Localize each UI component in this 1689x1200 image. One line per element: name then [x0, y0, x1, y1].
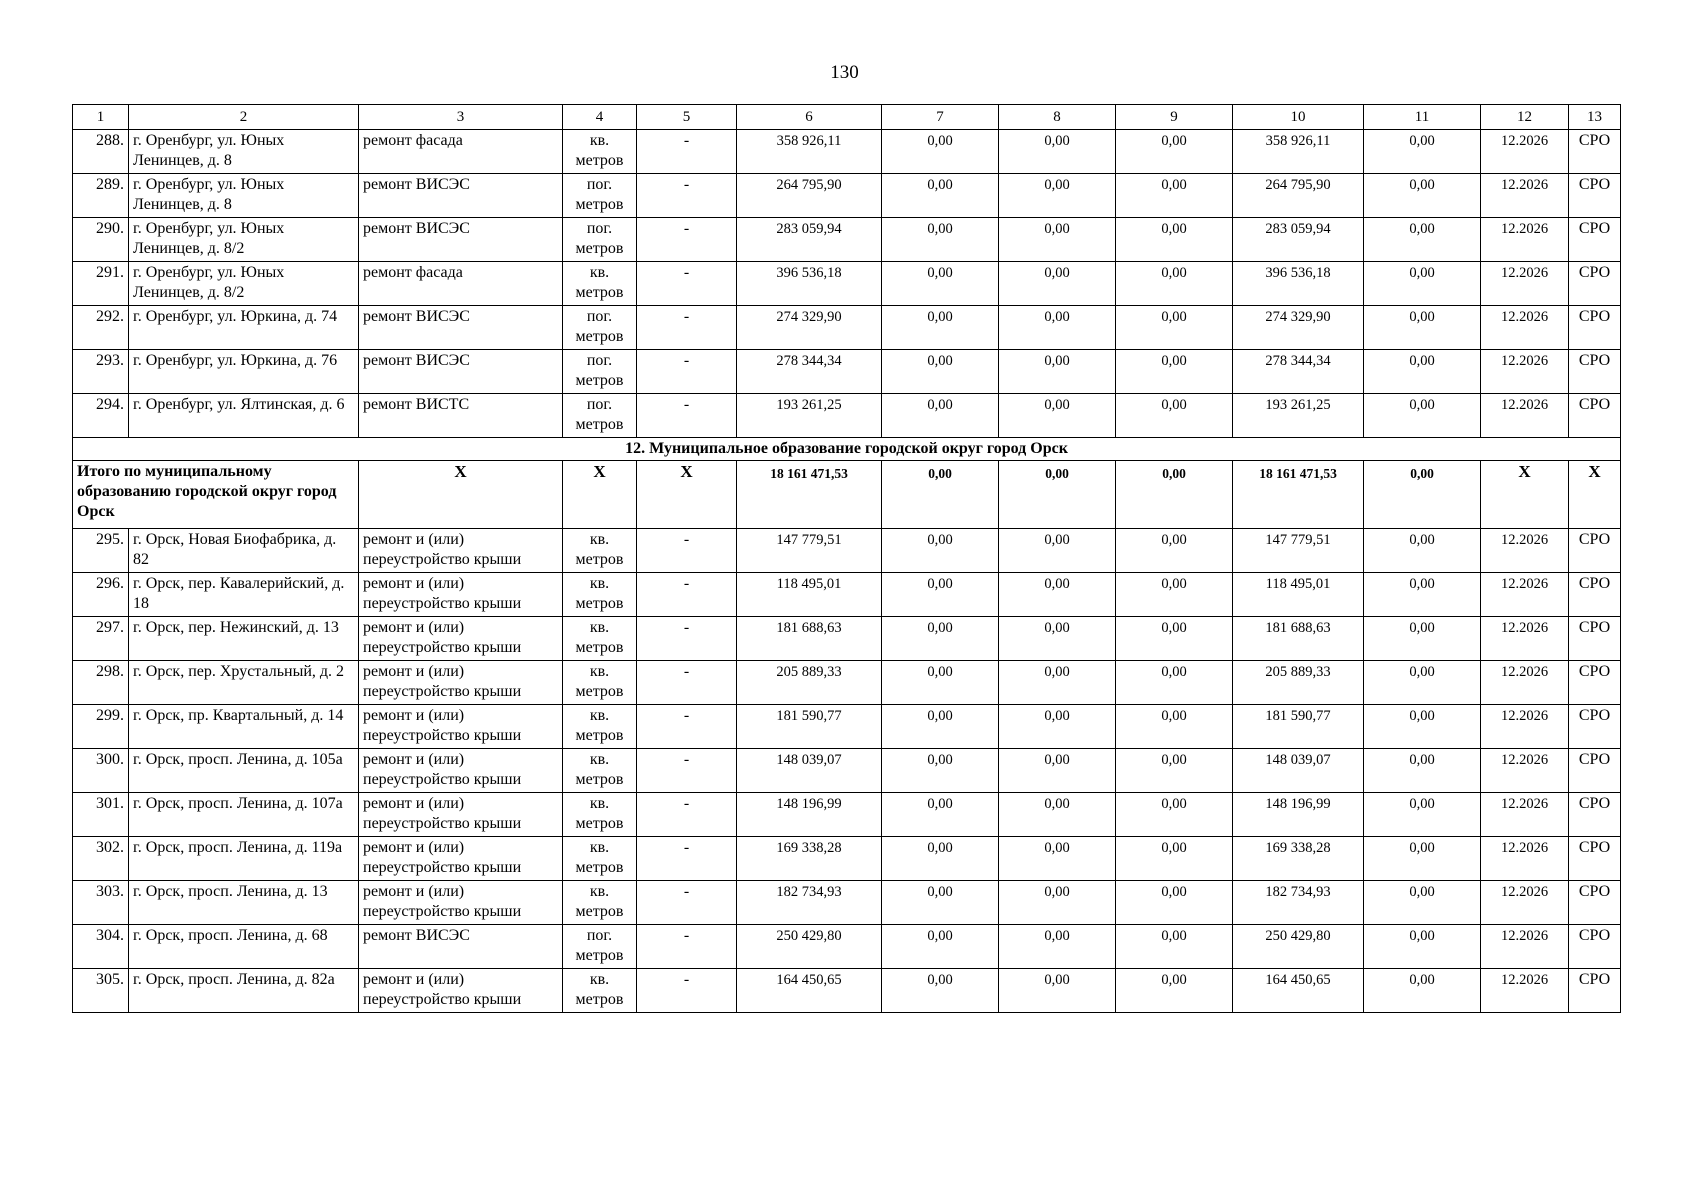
address-cell: г. Орск, пер. Хрустальный, д. 2	[129, 661, 359, 705]
column-header: 3	[359, 105, 563, 130]
column-header: 11	[1364, 105, 1481, 130]
volume-cell: -	[637, 969, 737, 1013]
total-cost-cell: 181 590,77	[737, 705, 882, 749]
other-funds-cell: 0,00	[1364, 749, 1481, 793]
total-cost-cell: 182 734,93	[737, 881, 882, 925]
row-number: 297.	[73, 617, 129, 661]
local-funds-cell: 0,00	[1116, 573, 1233, 617]
total-cost-cell: 278 344,34	[737, 350, 882, 394]
address-cell: г. Оренбург, ул. Ялтинская, д. 6	[129, 394, 359, 438]
row-number: 294.	[73, 394, 129, 438]
other-funds-cell: 0,00	[1364, 306, 1481, 350]
column-number-row	[73, 105, 1621, 130]
row-number: 300.	[73, 749, 129, 793]
total-cost-cell: 283 059,94	[737, 218, 882, 262]
total-cost-cell: 396 536,18	[737, 262, 882, 306]
work-type-cell: ремонт и (или) переустройство крыши	[359, 705, 563, 749]
method-cell: СРО	[1569, 306, 1621, 350]
owner-funds-cell: 148 196,99	[1233, 793, 1364, 837]
regional-funds-cell: 0,00	[999, 573, 1116, 617]
unit-cell: пог. метров	[563, 306, 637, 350]
work-type-cell: ремонт ВИСЭС	[359, 306, 563, 350]
row-number: 303.	[73, 881, 129, 925]
federal-funds-cell: 0,00	[882, 661, 999, 705]
work-type-cell: ремонт и (или) переустройство крыши	[359, 881, 563, 925]
total-cost-cell: 358 926,11	[737, 130, 882, 174]
deadline-cell: 12.2026	[1481, 969, 1569, 1013]
deadline-cell: 12.2026	[1481, 749, 1569, 793]
table-row	[73, 969, 1621, 1013]
regional-funds-cell: 0,00	[999, 705, 1116, 749]
work-type-cell: ремонт ВИСЭС	[359, 174, 563, 218]
method-cell: СРО	[1569, 705, 1621, 749]
other-funds-cell: 0,00	[1364, 661, 1481, 705]
volume-cell: -	[637, 174, 737, 218]
federal-funds-cell: 0,00	[882, 617, 999, 661]
regional-funds-cell: 0,00	[999, 925, 1116, 969]
deadline-cell: 12.2026	[1481, 218, 1569, 262]
table-row	[73, 617, 1621, 661]
work-type-cell: ремонт и (или) переустройство крыши	[359, 617, 563, 661]
local-funds-cell: 0,00	[1116, 130, 1233, 174]
table-row	[73, 881, 1621, 925]
deadline-cell: 12.2026	[1481, 793, 1569, 837]
owner-funds-cell: 283 059,94	[1233, 218, 1364, 262]
local-funds-cell: 0,00	[1116, 617, 1233, 661]
method-cell: СРО	[1569, 969, 1621, 1013]
deadline-cell: 12.2026	[1481, 262, 1569, 306]
column-header: 7	[882, 105, 999, 130]
volume-cell: -	[637, 130, 737, 174]
volume-cell: -	[637, 705, 737, 749]
owner-funds-cell: 205 889,33	[1233, 661, 1364, 705]
deadline-cell: 12.2026	[1481, 837, 1569, 881]
method-cell: СРО	[1569, 350, 1621, 394]
deadline-cell: 12.2026	[1481, 925, 1569, 969]
other-funds-cell: 0,00	[1364, 793, 1481, 837]
total-cost-cell: 264 795,90	[737, 174, 882, 218]
row-number: 288.	[73, 130, 129, 174]
address-cell: г. Оренбург, ул. Юркина, д. 76	[129, 350, 359, 394]
total-cost-cell: 118 495,01	[737, 573, 882, 617]
other-funds-cell: 0,00	[1364, 174, 1481, 218]
table-row	[73, 749, 1621, 793]
method-cell: СРО	[1569, 793, 1621, 837]
row-number: 305.	[73, 969, 129, 1013]
total-other-cell: 0,00	[1364, 461, 1481, 529]
table-row	[73, 925, 1621, 969]
page-number: 130	[830, 62, 859, 83]
federal-funds-cell: 0,00	[882, 969, 999, 1013]
work-type-cell: ремонт ВИСЭС	[359, 218, 563, 262]
method-cell: СРО	[1569, 262, 1621, 306]
unit-cell: кв. метров	[563, 749, 637, 793]
method-cell: СРО	[1569, 661, 1621, 705]
other-funds-cell: 0,00	[1364, 573, 1481, 617]
deadline-cell: 12.2026	[1481, 350, 1569, 394]
local-funds-cell: 0,00	[1116, 969, 1233, 1013]
deadline-cell: 12.2026	[1481, 306, 1569, 350]
total-local-cell: 0,00	[1116, 461, 1233, 529]
row-number: 299.	[73, 705, 129, 749]
method-cell: СРО	[1569, 394, 1621, 438]
local-funds-cell: 0,00	[1116, 529, 1233, 573]
unit-cell: кв. метров	[563, 705, 637, 749]
method-cell: СРО	[1569, 573, 1621, 617]
local-funds-cell: 0,00	[1116, 218, 1233, 262]
total-x-cell: X	[1569, 461, 1621, 529]
method-cell: СРО	[1569, 130, 1621, 174]
federal-funds-cell: 0,00	[882, 218, 999, 262]
volume-cell: -	[637, 394, 737, 438]
address-cell: г. Оренбург, ул. Юных Ленинцев, д. 8/2	[129, 218, 359, 262]
work-type-cell: ремонт фасада	[359, 130, 563, 174]
owner-funds-cell: 118 495,01	[1233, 573, 1364, 617]
column-header: 5	[637, 105, 737, 130]
work-type-cell: ремонт и (или) переустройство крыши	[359, 573, 563, 617]
volume-cell: -	[637, 837, 737, 881]
volume-cell: -	[637, 617, 737, 661]
total-cost-cell: 169 338,28	[737, 837, 882, 881]
other-funds-cell: 0,00	[1364, 218, 1481, 262]
table-row	[73, 793, 1621, 837]
other-funds-cell: 0,00	[1364, 617, 1481, 661]
unit-cell: кв. метров	[563, 130, 637, 174]
work-type-cell: ремонт и (или) переустройство крыши	[359, 837, 563, 881]
regional-funds-cell: 0,00	[999, 793, 1116, 837]
total-x-cell: X	[359, 461, 563, 529]
owner-funds-cell: 169 338,28	[1233, 837, 1364, 881]
method-cell: СРО	[1569, 837, 1621, 881]
total-cost-cell: 164 450,65	[737, 969, 882, 1013]
table-row	[73, 837, 1621, 881]
address-cell: г. Орск, просп. Ленина, д. 119а	[129, 837, 359, 881]
owner-funds-cell: 278 344,34	[1233, 350, 1364, 394]
unit-cell: пог. метров	[563, 350, 637, 394]
column-header: 1	[73, 105, 129, 130]
deadline-cell: 12.2026	[1481, 881, 1569, 925]
deadline-cell: 12.2026	[1481, 661, 1569, 705]
row-number: 290.	[73, 218, 129, 262]
regional-funds-cell: 0,00	[999, 529, 1116, 573]
volume-cell: -	[637, 529, 737, 573]
work-type-cell: ремонт ВИСЭС	[359, 925, 563, 969]
total-x-cell: X	[1481, 461, 1569, 529]
work-type-cell: ремонт и (или) переустройство крыши	[359, 661, 563, 705]
regional-funds-cell: 0,00	[999, 262, 1116, 306]
unit-cell: кв. метров	[563, 262, 637, 306]
table-row	[73, 262, 1621, 306]
table-row	[73, 218, 1621, 262]
regional-funds-cell: 0,00	[999, 881, 1116, 925]
regional-funds-cell: 0,00	[999, 130, 1116, 174]
total-row	[73, 461, 1621, 529]
row-number: 298.	[73, 661, 129, 705]
row-number: 289.	[73, 174, 129, 218]
table-row	[73, 130, 1621, 174]
owner-funds-cell: 274 329,90	[1233, 306, 1364, 350]
column-header: 4	[563, 105, 637, 130]
unit-cell: пог. метров	[563, 174, 637, 218]
local-funds-cell: 0,00	[1116, 661, 1233, 705]
section-title-row	[73, 438, 1621, 461]
owner-funds-cell: 193 261,25	[1233, 394, 1364, 438]
address-cell: г. Оренбург, ул. Юных Ленинцев, д. 8	[129, 174, 359, 218]
owner-funds-cell: 164 450,65	[1233, 969, 1364, 1013]
unit-cell: кв. метров	[563, 793, 637, 837]
row-number: 295.	[73, 529, 129, 573]
work-type-cell: ремонт и (или) переустройство крыши	[359, 969, 563, 1013]
other-funds-cell: 0,00	[1364, 394, 1481, 438]
total-label: Итого по муниципальному образованию городской округ город Орск	[73, 461, 359, 529]
work-type-cell: ремонт и (или) переустройство крыши	[359, 529, 563, 573]
row-number: 293.	[73, 350, 129, 394]
row-number: 292.	[73, 306, 129, 350]
local-funds-cell: 0,00	[1116, 394, 1233, 438]
other-funds-cell: 0,00	[1364, 969, 1481, 1013]
local-funds-cell: 0,00	[1116, 881, 1233, 925]
method-cell: СРО	[1569, 925, 1621, 969]
unit-cell: пог. метров	[563, 394, 637, 438]
federal-funds-cell: 0,00	[882, 881, 999, 925]
work-type-cell: ремонт ВИСТС	[359, 394, 563, 438]
work-type-cell: ремонт ВИСЭС	[359, 350, 563, 394]
column-header: 10	[1233, 105, 1364, 130]
deadline-cell: 12.2026	[1481, 573, 1569, 617]
regional-funds-cell: 0,00	[999, 306, 1116, 350]
row-number: 302.	[73, 837, 129, 881]
total-regional-cell: 0,00	[999, 461, 1116, 529]
method-cell: СРО	[1569, 749, 1621, 793]
other-funds-cell: 0,00	[1364, 130, 1481, 174]
section-title: 12. Муниципальное образование городской округ город Орск	[73, 438, 1621, 461]
federal-funds-cell: 0,00	[882, 394, 999, 438]
total-cost-cell: 181 688,63	[737, 617, 882, 661]
regional-funds-cell: 0,00	[999, 969, 1116, 1013]
volume-cell: -	[637, 793, 737, 837]
federal-funds-cell: 0,00	[882, 350, 999, 394]
federal-funds-cell: 0,00	[882, 174, 999, 218]
federal-funds-cell: 0,00	[882, 705, 999, 749]
total-cost-cell: 147 779,51	[737, 529, 882, 573]
owner-funds-cell: 358 926,11	[1233, 130, 1364, 174]
address-cell: г. Орск, просп. Ленина, д. 107а	[129, 793, 359, 837]
method-cell: СРО	[1569, 617, 1621, 661]
address-cell: г. Оренбург, ул. Юных Ленинцев, д. 8	[129, 130, 359, 174]
owner-funds-cell: 181 688,63	[1233, 617, 1364, 661]
local-funds-cell: 0,00	[1116, 705, 1233, 749]
address-cell: г. Орск, Новая Биофабрика, д. 82	[129, 529, 359, 573]
unit-cell: пог. метров	[563, 925, 637, 969]
federal-funds-cell: 0,00	[882, 130, 999, 174]
total-cost-cell: 18 161 471,53	[737, 461, 882, 529]
federal-funds-cell: 0,00	[882, 837, 999, 881]
column-header: 12	[1481, 105, 1569, 130]
unit-cell: кв. метров	[563, 881, 637, 925]
total-cost-cell: 250 429,80	[737, 925, 882, 969]
total-cost-cell: 148 039,07	[737, 749, 882, 793]
federal-funds-cell: 0,00	[882, 262, 999, 306]
volume-cell: -	[637, 218, 737, 262]
address-cell: г. Орск, пер. Кавалерийский, д. 18	[129, 573, 359, 617]
address-cell: г. Орск, пер. Нежинский, д. 13	[129, 617, 359, 661]
row-number: 301.	[73, 793, 129, 837]
regional-funds-cell: 0,00	[999, 394, 1116, 438]
row-number: 291.	[73, 262, 129, 306]
volume-cell: -	[637, 925, 737, 969]
row-number: 304.	[73, 925, 129, 969]
local-funds-cell: 0,00	[1116, 174, 1233, 218]
local-funds-cell: 0,00	[1116, 837, 1233, 881]
volume-cell: -	[637, 573, 737, 617]
local-funds-cell: 0,00	[1116, 306, 1233, 350]
local-funds-cell: 0,00	[1116, 350, 1233, 394]
regional-funds-cell: 0,00	[999, 749, 1116, 793]
volume-cell: -	[637, 350, 737, 394]
regional-funds-cell: 0,00	[999, 218, 1116, 262]
owner-funds-cell: 396 536,18	[1233, 262, 1364, 306]
column-header: 2	[129, 105, 359, 130]
total-cost-cell: 205 889,33	[737, 661, 882, 705]
table-row	[73, 306, 1621, 350]
column-header: 6	[737, 105, 882, 130]
unit-cell: кв. метров	[563, 969, 637, 1013]
regional-funds-cell: 0,00	[999, 661, 1116, 705]
table-row	[73, 529, 1621, 573]
method-cell: СРО	[1569, 174, 1621, 218]
volume-cell: -	[637, 306, 737, 350]
table-row	[73, 174, 1621, 218]
other-funds-cell: 0,00	[1364, 262, 1481, 306]
volume-cell: -	[637, 661, 737, 705]
volume-cell: -	[637, 881, 737, 925]
other-funds-cell: 0,00	[1364, 925, 1481, 969]
unit-cell: кв. метров	[563, 529, 637, 573]
address-cell: г. Оренбург, ул. Юных Ленинцев, д. 8/2	[129, 262, 359, 306]
regional-funds-cell: 0,00	[999, 174, 1116, 218]
owner-funds-cell: 147 779,51	[1233, 529, 1364, 573]
work-type-cell: ремонт и (или) переустройство крыши	[359, 749, 563, 793]
method-cell: СРО	[1569, 881, 1621, 925]
owner-funds-cell: 264 795,90	[1233, 174, 1364, 218]
capital-repair-table	[72, 104, 1621, 1013]
deadline-cell: 12.2026	[1481, 617, 1569, 661]
owner-funds-cell: 182 734,93	[1233, 881, 1364, 925]
column-header: 13	[1569, 105, 1621, 130]
federal-funds-cell: 0,00	[882, 573, 999, 617]
federal-funds-cell: 0,00	[882, 925, 999, 969]
address-cell: г. Орск, просп. Ленина, д. 82а	[129, 969, 359, 1013]
table-row	[73, 661, 1621, 705]
table-row	[73, 350, 1621, 394]
owner-funds-cell: 181 590,77	[1233, 705, 1364, 749]
federal-funds-cell: 0,00	[882, 306, 999, 350]
other-funds-cell: 0,00	[1364, 529, 1481, 573]
column-header: 9	[1116, 105, 1233, 130]
total-cost-cell: 148 196,99	[737, 793, 882, 837]
total-cost-cell: 274 329,90	[737, 306, 882, 350]
other-funds-cell: 0,00	[1364, 881, 1481, 925]
local-funds-cell: 0,00	[1116, 749, 1233, 793]
local-funds-cell: 0,00	[1116, 925, 1233, 969]
row-number: 296.	[73, 573, 129, 617]
other-funds-cell: 0,00	[1364, 837, 1481, 881]
volume-cell: -	[637, 262, 737, 306]
total-federal-cell: 0,00	[882, 461, 999, 529]
federal-funds-cell: 0,00	[882, 529, 999, 573]
owner-funds-cell: 250 429,80	[1233, 925, 1364, 969]
unit-cell: кв. метров	[563, 837, 637, 881]
unit-cell: пог. метров	[563, 218, 637, 262]
table-row	[73, 573, 1621, 617]
regional-funds-cell: 0,00	[999, 350, 1116, 394]
deadline-cell: 12.2026	[1481, 174, 1569, 218]
address-cell: г. Орск, просп. Ленина, д. 68	[129, 925, 359, 969]
address-cell: г. Орск, просп. Ленина, д. 13	[129, 881, 359, 925]
method-cell: СРО	[1569, 529, 1621, 573]
deadline-cell: 12.2026	[1481, 705, 1569, 749]
other-funds-cell: 0,00	[1364, 350, 1481, 394]
table-row	[73, 394, 1621, 438]
federal-funds-cell: 0,00	[882, 749, 999, 793]
deadline-cell: 12.2026	[1481, 529, 1569, 573]
unit-cell: кв. метров	[563, 617, 637, 661]
regional-funds-cell: 0,00	[999, 617, 1116, 661]
work-type-cell: ремонт и (или) переустройство крыши	[359, 793, 563, 837]
total-x-cell: X	[637, 461, 737, 529]
address-cell: г. Оренбург, ул. Юркина, д. 74	[129, 306, 359, 350]
other-funds-cell: 0,00	[1364, 705, 1481, 749]
work-type-cell: ремонт фасада	[359, 262, 563, 306]
unit-cell: кв. метров	[563, 661, 637, 705]
regional-funds-cell: 0,00	[999, 837, 1116, 881]
owner-funds-cell: 148 039,07	[1233, 749, 1364, 793]
deadline-cell: 12.2026	[1481, 394, 1569, 438]
total-owner-cell: 18 161 471,53	[1233, 461, 1364, 529]
address-cell: г. Орск, пр. Квартальный, д. 14	[129, 705, 359, 749]
local-funds-cell: 0,00	[1116, 793, 1233, 837]
table-row	[73, 705, 1621, 749]
unit-cell: кв. метров	[563, 573, 637, 617]
total-x-cell: X	[563, 461, 637, 529]
local-funds-cell: 0,00	[1116, 262, 1233, 306]
method-cell: СРО	[1569, 218, 1621, 262]
volume-cell: -	[637, 749, 737, 793]
federal-funds-cell: 0,00	[882, 793, 999, 837]
column-header: 8	[999, 105, 1116, 130]
total-cost-cell: 193 261,25	[737, 394, 882, 438]
address-cell: г. Орск, просп. Ленина, д. 105а	[129, 749, 359, 793]
deadline-cell: 12.2026	[1481, 130, 1569, 174]
